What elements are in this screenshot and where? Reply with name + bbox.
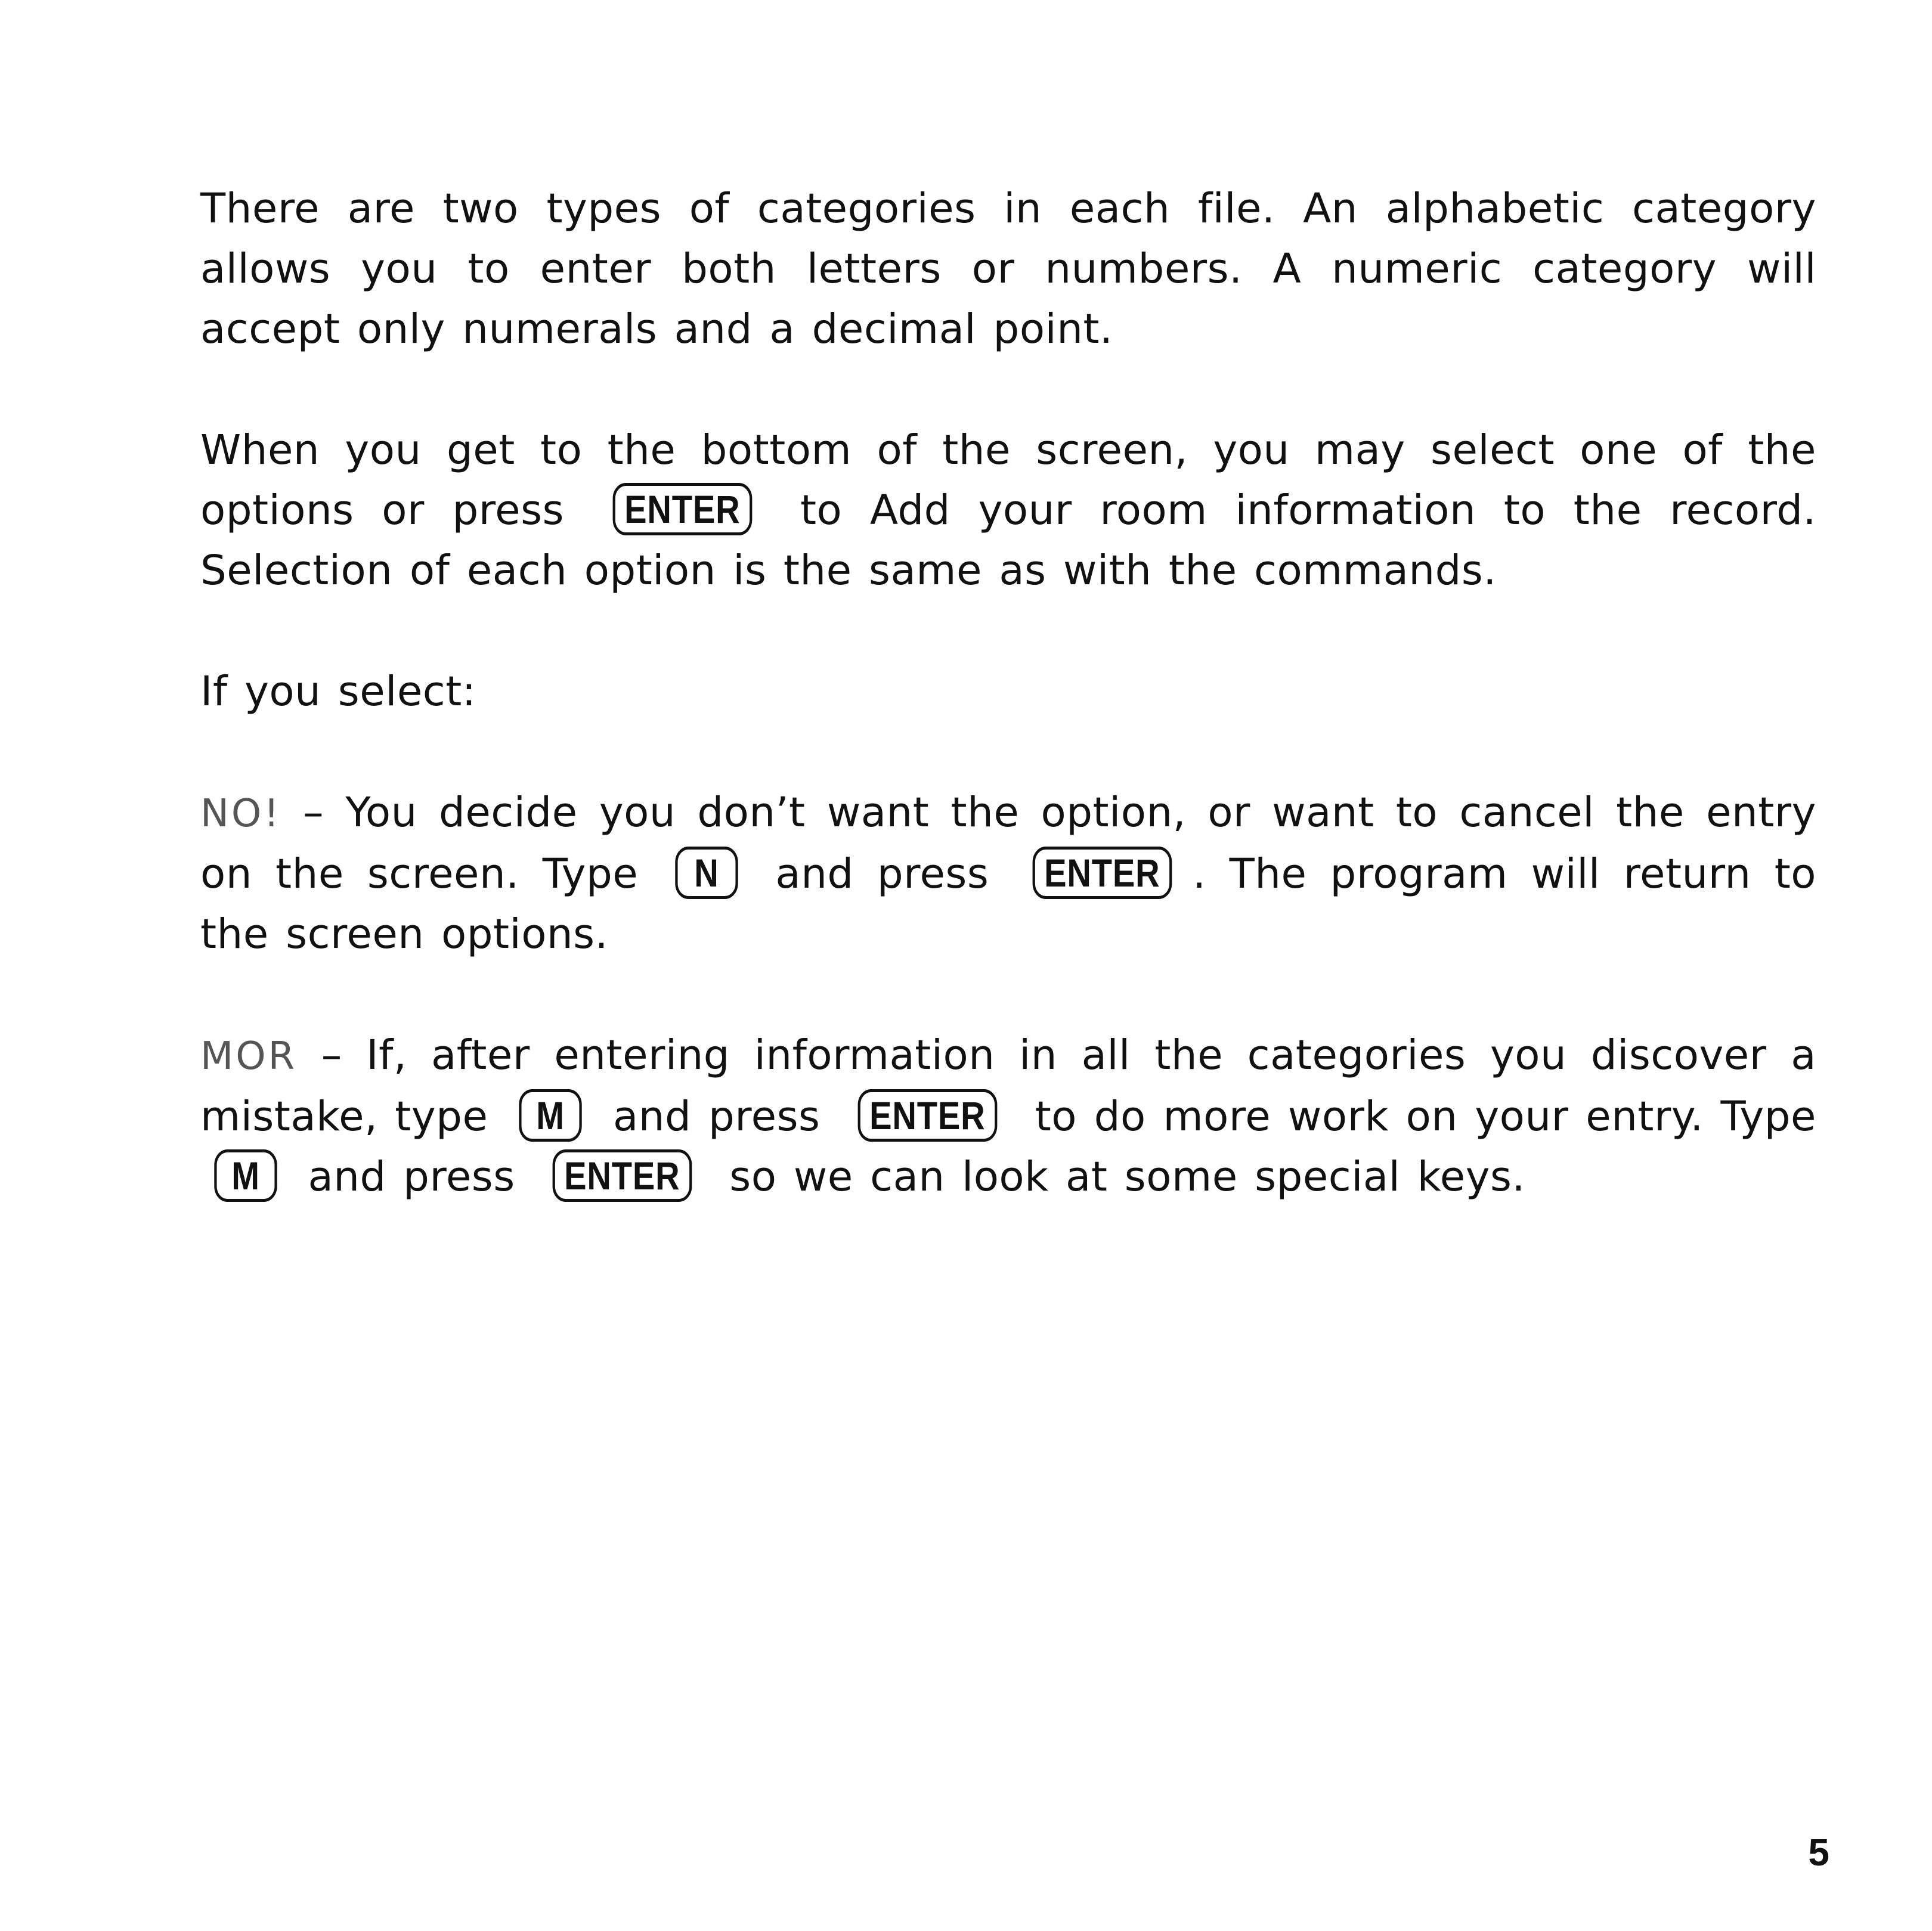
paragraph-category-types xyxy=(200,179,1816,359)
enter-key-icon: ENTER xyxy=(858,1089,997,1142)
enter-key-icon: ENTER xyxy=(1033,847,1172,899)
paragraph-screen-options xyxy=(200,420,1816,601)
m-key-icon: M xyxy=(214,1149,277,1202)
mor-option-text-3: to do more work on your entry. Type xyxy=(1035,1093,1817,1140)
paragraph-if-you-select xyxy=(200,662,1816,722)
enter-key-icon: ENTER xyxy=(612,483,751,535)
no-option-term: NO! xyxy=(200,792,281,836)
mor-option-term: MOR xyxy=(200,1034,298,1078)
enter-key-icon: ENTER xyxy=(553,1149,692,1202)
paragraph-no-option xyxy=(200,783,1816,965)
category-types-text: There are two types of categories in each file. An alphabetic category allows you to enter both letters or numbers. A numeric category will accept only numerals and a decimal point. xyxy=(200,185,1816,353)
mor-option-text-1: – If, after entering information in all the categories you discover a mistake, type xyxy=(200,1031,1816,1140)
mor-option-text-5: so we can look at some special keys. xyxy=(729,1153,1525,1201)
n-key-icon: N xyxy=(676,847,738,899)
screen-options-text-1: When you get to the bottom of the screen, you may select one of the options or press xyxy=(200,426,1816,534)
no-option-text-1: – You decide you don’t want the option, or want to cancel the entry on the screen. Type xyxy=(200,789,1817,898)
mor-option-text-4: and press xyxy=(308,1153,515,1201)
page-number: 5 xyxy=(1808,1831,1829,1874)
paragraph-mor-option xyxy=(200,1025,1816,1207)
mor-option-text-2: and press xyxy=(612,1093,821,1140)
page-content xyxy=(200,179,1816,1268)
no-option-text-2: and press xyxy=(775,850,989,898)
screen-options-text-2: to Add your room information to the record. Selection of each option is the same as with the commands. xyxy=(200,486,1816,594)
m-key-icon: M xyxy=(519,1089,581,1142)
if-you-select-text: If you select: xyxy=(200,668,476,715)
no-option-text-3: . The program will return to the screen options. xyxy=(200,850,1817,958)
